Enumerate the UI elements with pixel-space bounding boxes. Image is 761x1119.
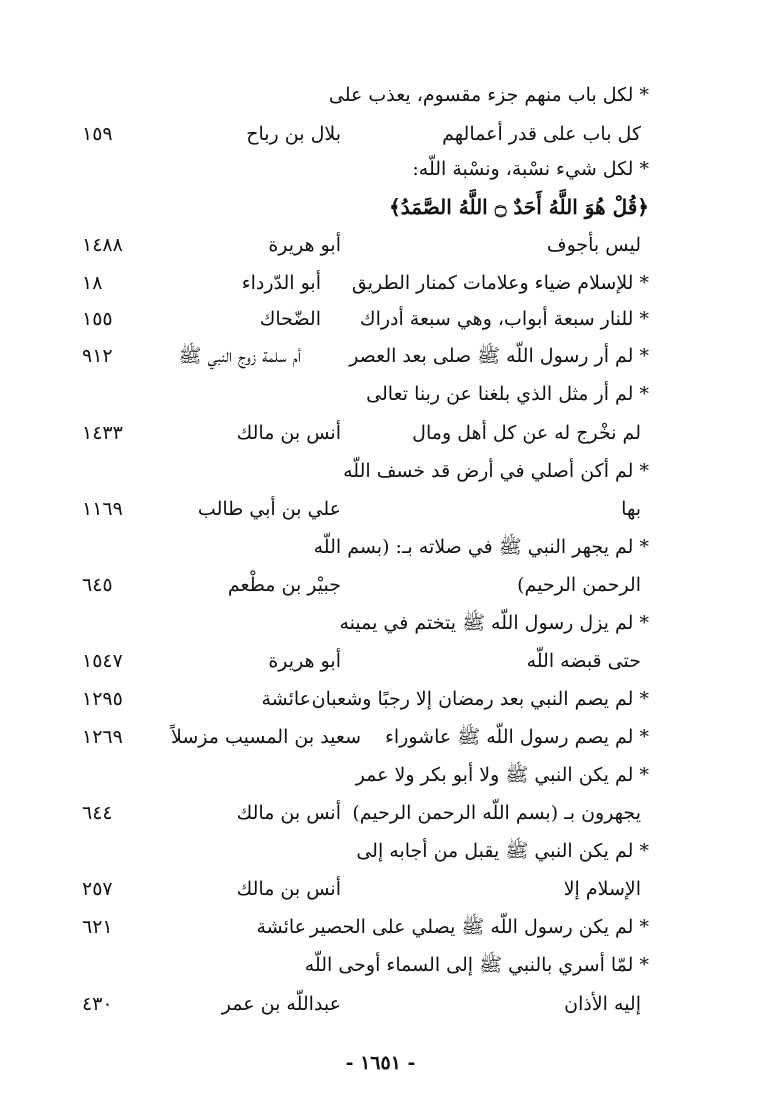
hadith-text: يجهرون بـ (بسم اللّه الرحمن الرحيم) [352, 802, 641, 824]
narrator-name: بلال بن رباح [246, 123, 341, 145]
index-line [0, 152, 761, 186]
index-line [0, 720, 761, 754]
hadith-text: * لم يكن رسول اللّه ﷺ يصلي على الحصير [309, 916, 649, 938]
hadith-text: لم نخْرج له عن كل أهل ومال [412, 422, 641, 444]
index-line [0, 644, 761, 678]
index-line [0, 910, 761, 944]
index-line [0, 796, 761, 830]
hadith-text: * لمّا أسري بالنبي ﷺ إلى السماء أوحى اللّه [304, 954, 649, 976]
hadith-number: ١١٦٩ [82, 498, 123, 520]
hadith-text: * لم أر رسول اللّه ﷺ صلى بعد العصر [349, 345, 649, 367]
quran-verse-line [0, 190, 761, 224]
narrator-name: علي بن أبي طالب [197, 498, 341, 520]
index-line [0, 872, 761, 906]
index-line [0, 454, 761, 488]
hadith-text: * للنار سبعة أبواب، وهي سبعة أدراك [359, 308, 649, 330]
hadith-text: * لم يصم النبي بعد رمضان إلا رجبًا وشعبان [311, 688, 649, 710]
hadith-number: ٩١٢ [82, 345, 113, 367]
narrator-name: أنس بن مالك [236, 802, 341, 824]
index-line [0, 834, 761, 868]
hadith-number: ١٢٦٩ [82, 726, 123, 748]
quran-verse: ﴿قُلْ هُوَ اللَّهُ أَحَدٌ ۝ اللَّهُ الصَّمَدُ﴾ [389, 195, 649, 219]
hadith-text: الرحمن الرحيم) [517, 574, 641, 596]
index-line [0, 948, 761, 982]
hadith-text: * لم يكن النبي ﷺ ولا أبو بكر ولا عمر [355, 764, 649, 786]
index-line [0, 530, 761, 564]
hadith-text: * لم أر مثل الذي بلغنا عن ربنا تعالى [366, 383, 649, 405]
page-number: - ١٦٥١ - [345, 1052, 416, 1074]
narrator-name: عائشة [261, 688, 311, 710]
narrator-name: عبداللّه بن عمر [221, 993, 341, 1015]
hadith-text: كل باب على قدر أعمالهم [442, 123, 641, 145]
hadith-text: ليس بأجوف [546, 234, 641, 256]
hadith-number: ٦٤٤ [82, 802, 113, 824]
hadith-text: الإسلام إلا [563, 878, 641, 900]
narrator-name: أنس بن مالك [236, 422, 341, 444]
index-line [0, 492, 761, 526]
hadith-number: ١٥٩ [82, 123, 113, 145]
hadith-number: ٤٣٠ [82, 993, 113, 1015]
narrator-name: أبو هريرة [268, 234, 341, 256]
index-line [0, 228, 761, 262]
hadith-number: ١٢٩٥ [82, 688, 123, 710]
hadith-text: * لم يجهر النبي ﷺ في صلاته بـ: (بسم اللّه [313, 536, 649, 558]
hadith-text: * لكل باب منهم جزء مقسوم، يعذب على [328, 84, 649, 106]
hadith-text: بها [621, 498, 641, 520]
narrator-name: أنس بن مالك [236, 878, 341, 900]
index-line [0, 758, 761, 792]
hadith-number: ١٤٣٣ [82, 422, 123, 444]
hadith-text: * للإسلام ضياء وعلامات كمنار الطريق [351, 272, 649, 294]
hadith-number: ٦٢١ [82, 916, 113, 938]
hadith-text: * لم يزل رسول اللّه ﷺ يتختم في يمينه [339, 612, 649, 634]
hadith-text: حتى قبضه اللّه [526, 650, 641, 672]
hadith-number: ١٨ [82, 272, 103, 294]
index-line [0, 682, 761, 716]
index-line [0, 416, 761, 450]
hadith-text: * لم أكن أصلي في أرض قد خسف اللّه [343, 460, 649, 482]
index-line [0, 377, 761, 411]
hadith-number: ٢٥٧ [82, 878, 113, 900]
hadith-text: إليه الأذان [564, 993, 641, 1015]
narrator-name: أبو الدّرداء [241, 272, 321, 294]
index-line [0, 117, 761, 151]
index-line [0, 606, 761, 640]
hadith-text: * لم يكن النبي ﷺ يقبل من أجابه إلى [356, 840, 649, 862]
index-line [0, 987, 761, 1021]
hadith-number: ١٥٤٧ [82, 650, 123, 672]
narrator-name: أبو هريرة [268, 650, 341, 672]
index-line [0, 78, 761, 112]
narrator-name: أم سلمة زوج النبي ﷺ [178, 345, 301, 367]
index-line [0, 302, 761, 336]
index-line [0, 339, 761, 373]
index-line [0, 266, 761, 300]
narrator-name: الضّحاك [259, 308, 321, 330]
hadith-number: ١٥٥ [82, 308, 113, 330]
hadith-number: ٦٤٥ [82, 574, 113, 596]
hadith-text: * لم يصم رسول اللّه ﷺ عاشوراء [384, 726, 649, 748]
narrator-name: عائشة [256, 916, 306, 938]
narrator-name: سعيد بن المسيب مزسلاً [171, 726, 361, 748]
index-line [0, 568, 761, 602]
narrator-name: جبيْر بن مطْعم [227, 574, 341, 596]
hadith-number: ١٤٨٨ [82, 234, 123, 256]
hadith-text: * لكل شيء نسْبة، ونسْبة اللّه: [412, 158, 649, 180]
